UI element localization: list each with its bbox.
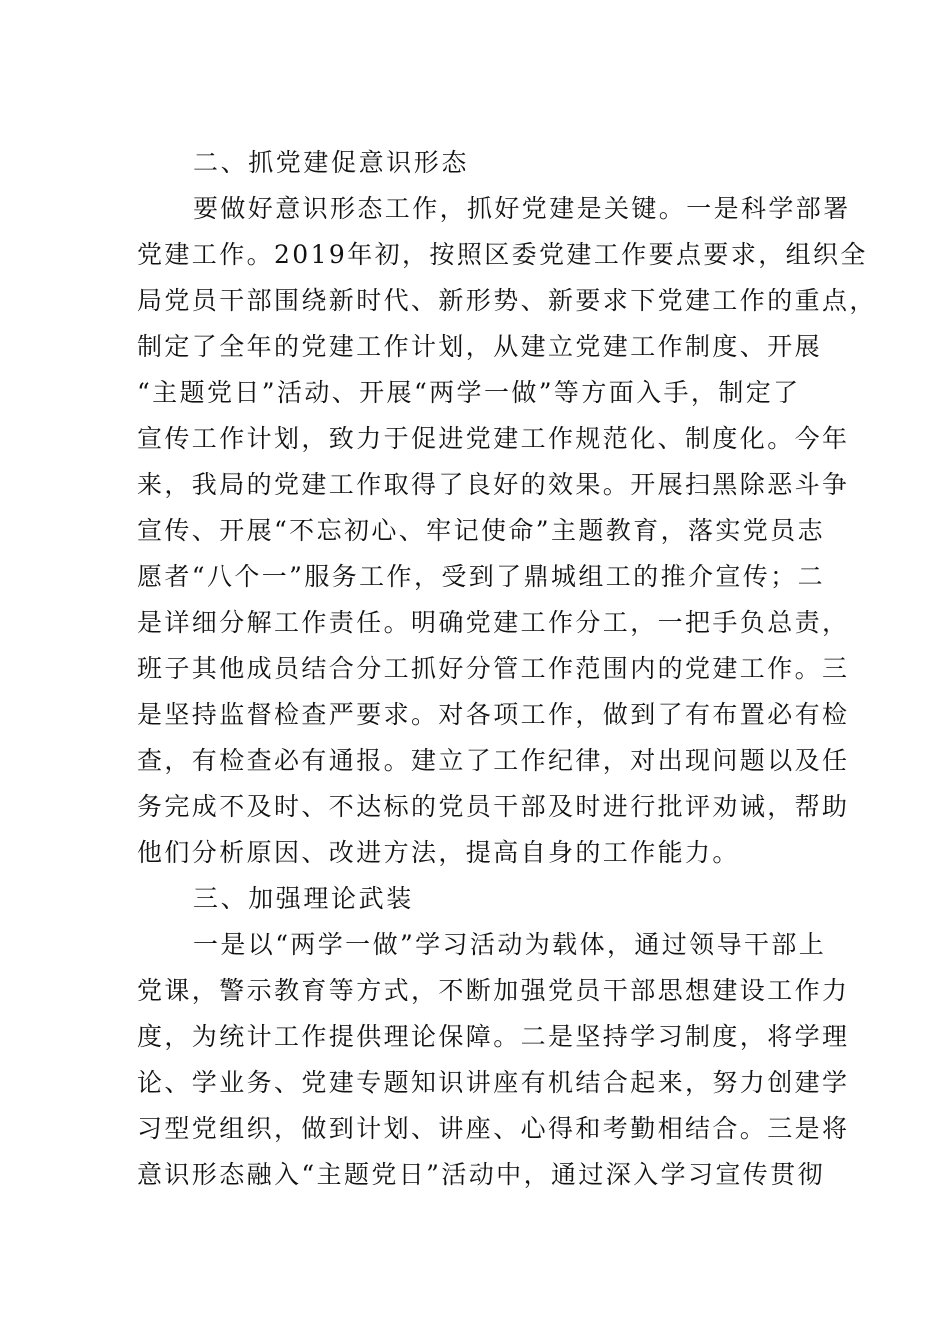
paragraph-line: 习型党组织，做到计划、讲座、心得和考勤相结合。三是将 [137, 1114, 850, 1143]
paragraph-line: 班子其他成员结合分工抓好分管工作范围内的党建工作。三 [137, 654, 850, 683]
paragraph-line: 论、学业务、党建专题知识讲座有机结合起来，努力创建学 [137, 1068, 850, 1097]
paragraph-line: 一是以“两学一做”学习活动为载体，通过领导干部上 [193, 930, 827, 959]
paragraph-line: 宣传、开展“不忘初心、牢记使命”主题教育，落实党员志 [137, 516, 825, 545]
paragraph-line: 党建工作。2019年初，按照区委党建工作要点要求，组织全 [137, 240, 868, 269]
paragraph-line: 党课，警示教育等方式，不断加强党员干部思想建设工作力 [137, 976, 850, 1005]
paragraph-line: 务完成不及时、不达标的党员干部及时进行批评劝诫，帮助 [137, 792, 850, 821]
paragraph-line: 来，我局的党建工作取得了良好的效果。开展扫黑除恶斗争 [137, 470, 850, 499]
paragraph-line: 他们分析原因、改进方法，提高自身的工作能力。 [137, 838, 740, 867]
paragraph-line: 局党员干部围绕新时代、新形势、新要求下党建工作的重点， [137, 286, 877, 315]
document-body [137, 140, 877, 1198]
paragraph-line: 度，为统计工作提供理论保障。二是坚持学习制度，将学理 [137, 1022, 850, 1051]
paragraph-line: 是坚持监督检查严要求。对各项工作，做到了有布置必有检 [137, 700, 850, 729]
paragraph-line: 宣传工作计划，致力于促进党建工作规范化、制度化。今年 [137, 424, 850, 453]
paragraph-line: 要做好意识形态工作，抓好党建是关键。一是科学部署 [193, 194, 851, 223]
paragraph-line: 意识形态融入“主题党日”活动中，通过深入学习宣传贯彻 [137, 1160, 825, 1189]
paragraph-line: 查，有检查必有通报。建立了工作纪律，对出现问题以及任 [137, 746, 850, 775]
section-heading-party-building: 二、抓党建促意识形态 [193, 148, 470, 177]
paragraph-line: 是详细分解工作责任。明确党建工作分工，一把手负总责， [137, 608, 850, 637]
paragraph-line: 愿者“八个一”服务工作，受到了鼎城组工的推介宣传；二 [137, 562, 825, 591]
paragraph-line: “主题党日”活动、开展“两学一做”等方面入手，制定了 [137, 378, 801, 407]
paragraph-line: 制定了全年的党建工作计划，从建立党建工作制度、开展 [137, 332, 823, 361]
section-heading-theory: 三、加强理论武装 [193, 884, 414, 913]
